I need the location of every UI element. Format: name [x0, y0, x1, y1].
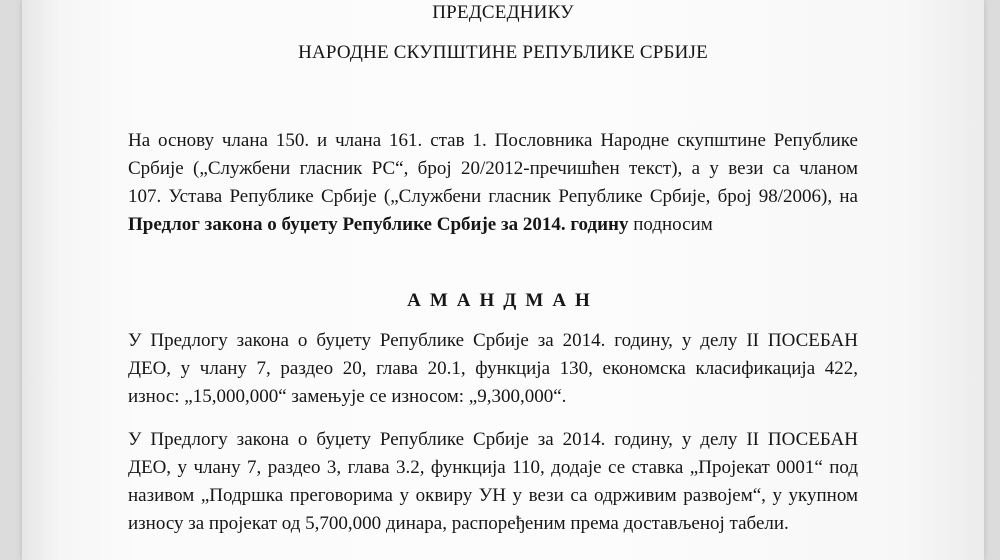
amendment-paragraph-2 [128, 426, 858, 538]
intro-line: 107. Устава Републике Србије („Службени гласник Републике Србије, број 98/2006), на [128, 186, 858, 207]
intro-line: Србије („Службени гласник РС“, број 20/2012-пречишћен текст), а у вези са чланом [128, 158, 858, 179]
addressee-line-1: ПРЕДСЕДНИКУ [432, 2, 574, 23]
document-page [22, 0, 984, 560]
amendment-paragraph-1 [128, 327, 858, 411]
bill-title: Предлог закона о буџету Републике Србије за 2014. годину [128, 214, 629, 235]
intro-line: На основу члана 150. и члана 161. став 1. Пословника Народне скупштине Републике [128, 130, 858, 151]
amendment-line: ДЕО, у члану 7, раздео 3, глава 3.2, функција 110, додаје се ставка „Пројекат 0001“ под [128, 457, 858, 478]
addressee-line-2: НАРОДНЕ СКУПШТИНЕ РЕПУБЛИКЕ СРБИЈЕ [298, 42, 708, 63]
amendment-line: износ: „15,000,000“ замењује се износом: „9,300,000“. [128, 386, 567, 407]
amendment-line: називом „Подршка преговорима у оквиру УН у вези са одрживим развојем“, у укупном [128, 485, 858, 506]
intro-paragraph [128, 127, 858, 239]
amendment-line: ДЕО, у члану 7, раздео 20, глава 20.1, функција 130, економска класификација 422, [128, 358, 858, 379]
amendment-line: износу за пројекат од 5,700,000 динара, распоређеним према достављеној табели. [128, 513, 789, 534]
intro-line [128, 211, 858, 239]
amendment-line: У Предлогу закона о буџету Републике Србије за 2014. годину, у делу II ПОСЕБАН [128, 429, 858, 450]
amendment-line: У Предлогу закона о буџету Републике Србије за 2014. годину, у делу II ПОСЕБАН [128, 330, 858, 351]
amendment-title: АМАНДМАН [407, 290, 599, 311]
intro-line-end: подносим [628, 214, 713, 235]
